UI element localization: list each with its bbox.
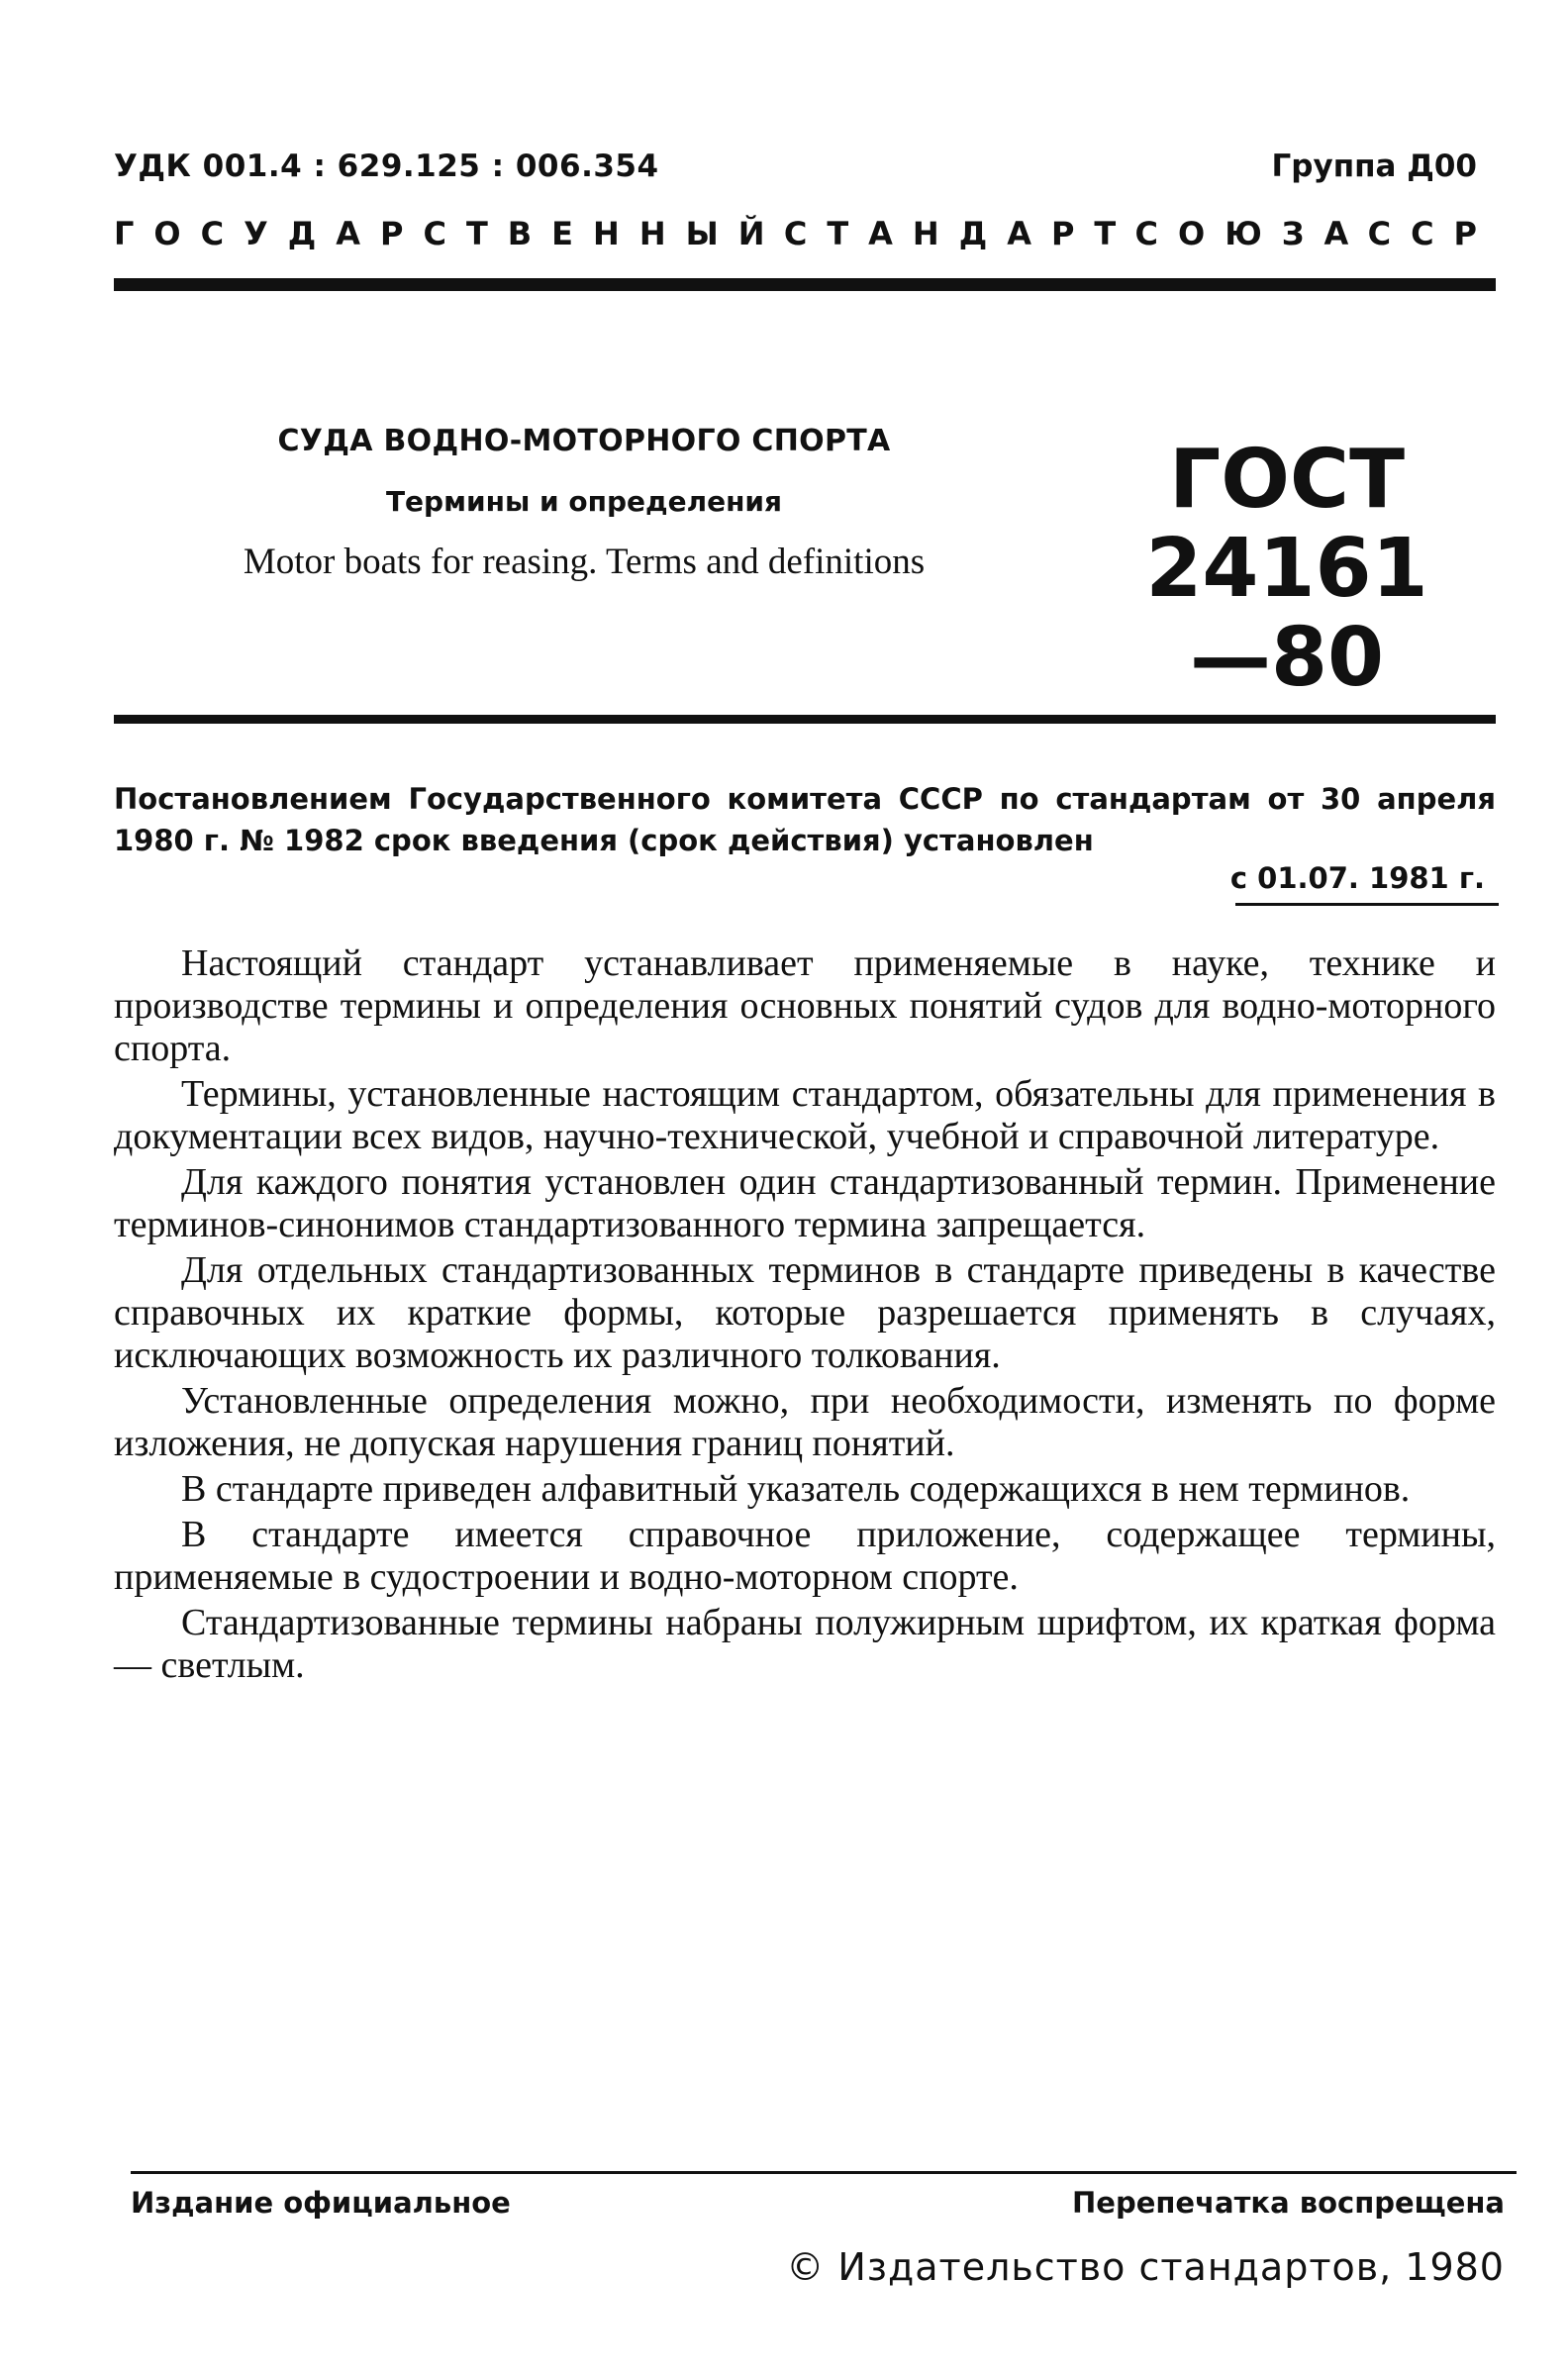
state-standard-word: С Т А Н Д А Р Т [783, 215, 1117, 252]
paragraph: Настоящий стандарт устанавливает применяемые в науке, технике и производстве термины и определения основных понятий судов для водно-моторного спорта. [114, 942, 1496, 1069]
paragraph: В стандарте приведен алфавитный указатель содержащихся в нем терминов. [181, 1468, 1411, 1510]
document-title: СУДА ВОДНО-МОТОРНОГО СПОРТА [277, 424, 891, 458]
state-standard-word: С О Ю З А [1134, 215, 1349, 252]
gost-label: ГОСТ [1168, 433, 1406, 527]
state-standard-heading [114, 215, 1477, 252]
english-title: Motor boats for reasing. Terms and definitions [243, 542, 926, 582]
paragraph: Стандартизованные термины набраны полужирным шрифтом, их краткая форма — светлым. [114, 1602, 1496, 1686]
footer-rule [131, 2171, 1517, 2174]
paragraph: Термины, установленные настоящим стандартом, обязательны для применения в документации всех видов, научно-технической, учебной и справочной литературе. [114, 1073, 1496, 1157]
title-block [148, 421, 1020, 585]
paragraph: Для каждого понятия установлен один стандартизованный термин. Применение терминов-синонимов стандартизованного термина запрещается. [114, 1161, 1496, 1245]
paragraph: Для отдельных стандартизованных терминов в стандарте приведены в качестве справочных их краткие формы, которые разрешается применять в случаях, исключающих возможность их различного толкования. [114, 1249, 1496, 1376]
title-rule [114, 715, 1496, 724]
udk-code: УДК 001.4 : 629.125 : 006.354 [114, 148, 659, 184]
header-rule [114, 278, 1496, 291]
decree-text: Постановлением Государственного комитета СССР по стандартам от 30 апреля 1980 г. № 1982 срок введения (срок действия) установлен [114, 782, 1496, 857]
group-code: Группа Д00 [1271, 148, 1477, 184]
paragraph: Установленные определения можно, при необходимости, изменять по форме изложения, не допуская нарушения границ понятий. [114, 1380, 1496, 1464]
body-text [114, 942, 1496, 1690]
publisher-copyright: © Издательство стандартов, 1980 [786, 2245, 1505, 2289]
effective-date: с 01.07. 1981 г. [1229, 861, 1485, 895]
reprint-note: Перепечатка воспрещена [1072, 2186, 1505, 2220]
effective-date-underline [1235, 903, 1499, 906]
document-subtitle: Термины и определения [385, 485, 783, 518]
paragraph: В стандарте имеется справочное приложение, содержащее термины, применяемые в судостроении и водно-моторном спорте. [114, 1514, 1496, 1598]
state-standard-word: С С Р [1367, 215, 1477, 252]
state-standard-word: Г О С У Д А Р С Т В Е Н Н Ы Й [114, 215, 765, 252]
gost-number: 24161—80 [1145, 522, 1428, 705]
edition-note: Издание официальное [131, 2186, 511, 2220]
